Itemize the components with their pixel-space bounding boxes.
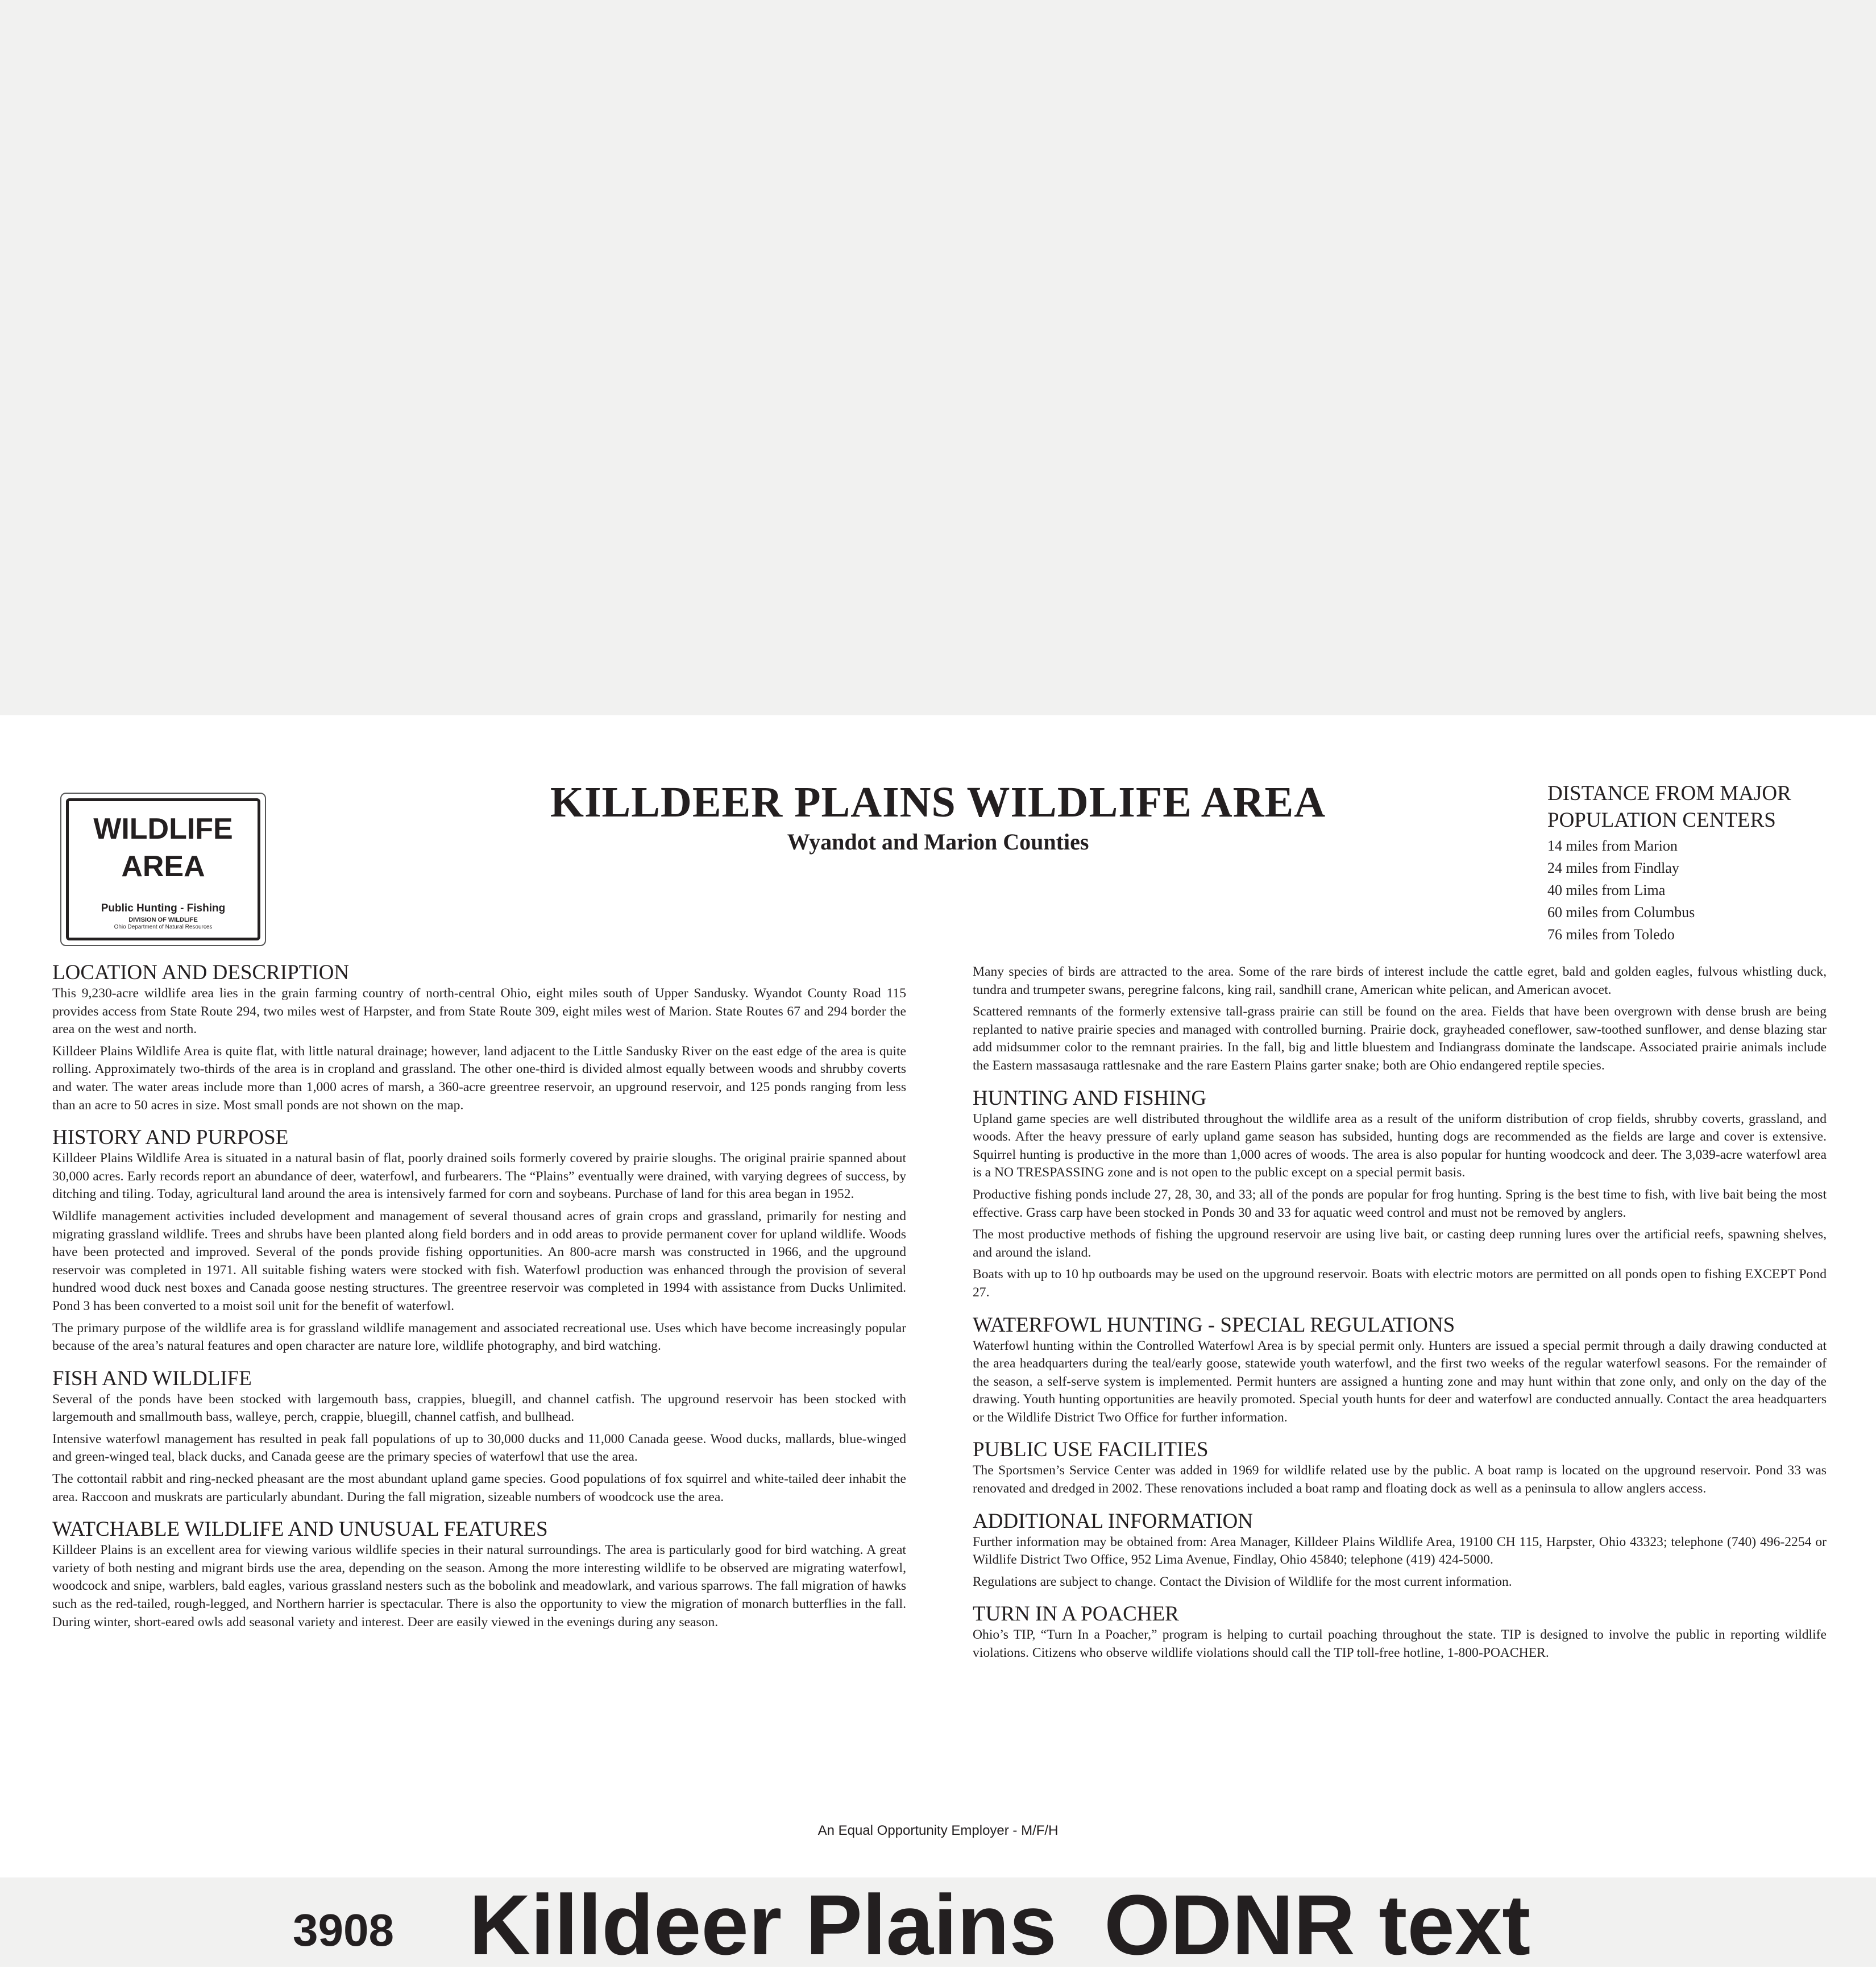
- section-heading: FISH AND WILDLIFE: [52, 1366, 252, 1390]
- paragraph: Productive fishing ponds include 27, 28, 30, and 33; all of the ponds are popular for frog hunting. Spring is the best time to fish, with live bait being the most effective. Grass carp have been stocked in Ponds 30 and 33 for aquatic weed control and must not be removed by anglers.: [973, 1187, 1827, 1220]
- section-poacher: [973, 1602, 1827, 1662]
- section-public-use: [973, 1438, 1827, 1498]
- job-number: 3908: [293, 1905, 394, 1955]
- section-heading: TURN IN A POACHER: [973, 1602, 1179, 1626]
- sign-public-hunting: Public Hunting - Fishing: [101, 902, 226, 914]
- section-heading: HUNTING AND FISHING: [973, 1086, 1207, 1110]
- paragraph: The most productive methods of fishing the upground reservoir are using live bait, or casting deep running lures over the artificial reefs, spawning shelves, and around the island.: [973, 1227, 1827, 1260]
- section-heading: LOCATION AND DESCRIPTION: [52, 961, 350, 984]
- distance-item: 76 miles from Toledo: [1547, 926, 1675, 943]
- paragraph: Many species of birds are attracted to the area. Some of the rare birds of interest include the cattle egret, bald and golden eagles, fulvous whistling duck, tundra and trumpeter swans, peregrine falcons, king rail, sandhill crane, American white pelican, and American avocet.: [973, 964, 1827, 997]
- section-fish-wildlife: [52, 1367, 906, 1507]
- section-heading: PUBLIC USE FACILITIES: [973, 1438, 1209, 1462]
- distance-heading: DISTANCE FROM MAJOR POPULATION CENTERS: [1547, 782, 1791, 832]
- section-heading: HISTORY AND PURPOSE: [52, 1126, 289, 1150]
- distance-box: [1547, 780, 1820, 946]
- paragraph: Waterfowl hunting within the Controlled Waterfowl Area is by special permit only. Hunters are issued a special permit through a daily drawing conducted at the area headquarters during the teal/early goose, statewide youth waterfowl, and the first two weeks of the regular waterfowl seasons. For the remainder of the season, a self-serve system is implemented. Permit hunters are assigned a hunting zone and may hunt within that zone only, and only on the day of the drawing. Youth hunting opportunities are heavily promoted. Special youth hunts for deer and waterfowl are conducted annually. Contact the area headquarters or the Wildlife District Two Office for further information.: [973, 1338, 1827, 1425]
- paragraph: Intensive waterfowl management has resulted in peak fall populations of up to 30,000 ducks and 11,000 Canada geese. Wood ducks, mallards, blue-winged and green-winged teal, black ducks, and Canada geese are the primary species of waterfowl that use the area.: [52, 1431, 906, 1465]
- section-location: [52, 961, 906, 1114]
- equal-opportunity-footer: An Equal Opportunity Employer - M/F/H: [817, 1823, 1059, 1838]
- right-column: [973, 963, 1827, 1674]
- section-heading: WATERFOWL HUNTING - SPECIAL REGULATIONS: [973, 1313, 1455, 1337]
- paragraph: The cottontail rabbit and ring-necked pheasant are the most abundant upland game species. Good populations of fox squirrel and white-tailed deer inhabit the area. Raccoon and muskrats are particularly abundant. During the fall migration, sizeable numbers of woodcock use the area.: [52, 1472, 906, 1504]
- distance-item: 40 miles from Lima: [1547, 882, 1666, 898]
- section-hunting-fishing: [973, 1087, 1827, 1302]
- paragraph: The primary purpose of the wildlife area is for grassland wildlife management and associated recreational use. Uses which have become increasingly popular because of the area’s natural features and open character are nature lore, wildlife photography, and bird watching.: [52, 1320, 906, 1354]
- sign-division: DIVISION OF WILDLIFE: [128, 917, 198, 923]
- title-block: [512, 777, 1364, 856]
- paragraph: Killdeer Plains Wildlife Area is situated in a natural basin of flat, poorly drained soils formerly covered by prairie sloughs. The original prairie spanned about 30,000 acres. Early records report an abundance of deer, waterfowl, and furbearers. The “Plains” eventually were drained, with varying degrees of success, by ditching and tiling. Today, agricultural land around the area is intensively farmed for corn and soybeans. Purchase of land for this area began in 1952.: [52, 1151, 906, 1202]
- section-history: [52, 1126, 906, 1356]
- section-heading: WATCHABLE WILDLIFE AND UNUSUAL FEATURES: [52, 1518, 548, 1541]
- page-title: KILLDEER PLAINS WILDLIFE AREA: [550, 778, 1326, 826]
- distance-item: 14 miles from Marion: [1547, 838, 1678, 854]
- page-subtitle: Wyandot and Marion Counties: [787, 829, 1089, 855]
- paragraph: Killdeer Plains is an excellent area for viewing various wildlife species in their natural surroundings. The area is particularly good for bird watching. A great variety of both nesting and migrant birds use the area, depending on the season. Among the more interesting wildlife to be observed are migrating waterfowl, woodcock and snipe, warblers, bald eagles, various grassland nesters such as the bobolink and meadowlark, and various sparrows. The fall migration of hawks such as the red-tailed, rough-legged, and Northern harrier is spectacular. There is also the opportunity to view the migration of monarch butterflies in the fall. During winter, short-eared owls add seasonal variety and interest. Deer are easily viewed in the evenings during any season.: [52, 1543, 906, 1630]
- blank-map-area: [0, 0, 1876, 715]
- paragraph: Upland game species are well distributed throughout the wildlife area as a result of the uniform distribution of crop fields, shrubby coverts, grassland, and woods. After the heavy pressure of early upland game season has subsided, hunting dogs are recommended as the fields are large and cover is extensive. Squirrel hunting is productive in the more than 1,000 acres of woods. The area is also popular for hunting woodcock and deer. The 3,039-acre waterfowl area is a NO TRESPASSING zone and is not open to the public except on a special permit basis.: [973, 1111, 1827, 1180]
- left-column: [52, 961, 906, 1643]
- distance-item: 24 miles from Findlay: [1547, 860, 1679, 876]
- section-additional-info: [973, 1510, 1827, 1591]
- paragraph: Wildlife management activities included development and management of several thousand acres of grain crops and grassland, primarily for nesting and migrating grassland wildlife. Trees and shrubs have been planted along field borders and in odd areas to provide permanent cover for upland wildlife. Woods have been protected and improved. Several of the ponds provide fishing opportunities. An 800-acre marsh was constructed in 1966, and the upground reservoir was completed in 1971. All suitable fishing waters were stocked with fish. Waterfowl production was enhanced through the provision of several hundred wood duck nest boxes and Canada goose nesting structures. The greentree reservoir was completed in 1994 with assistance from Ducks Unlimited. Pond 3 has been converted to a moist soil unit for the benefit of waterfowl.: [52, 1208, 906, 1313]
- section-watchable-continued: [973, 963, 1827, 1075]
- paragraph: Boats with up to 10 hp outboards may be used on the upground reservoir. Boats with electric motors are permitted on all ponds open to fishing EXCEPT Pond 27.: [973, 1267, 1827, 1300]
- paragraph: This 9,230-acre wildlife area lies in the grain farming country of north-central Ohio, eight miles south of Upper Sandusky. Wyandot County Road 115 provides access from State Route 294, two miles west of Harpster, and from State Route 309, eight miles west of Marion. State Routes 67 and 294 border the area on the west and north.: [52, 986, 906, 1037]
- sign-border: [66, 798, 260, 940]
- section-watchable: [52, 1518, 906, 1631]
- sign-title: WILDLIFE AREA: [93, 813, 233, 883]
- paragraph: Further information may be obtained from: Area Manager, Killdeer Plains Wildlife Area, 19100 CH 115, Harpster, Ohio 43323; telephone (740) 496-2254 or Wildlife District Two Office, 952 Lima Avenue, Findlay, Ohio 45840; telephone (419) 424-5000.: [973, 1534, 1827, 1568]
- section-waterfowl-regulations: [973, 1313, 1827, 1427]
- paragraph: Ohio’s TIP, “Turn In a Poacher,” program is helping to curtail poaching throughout the state. TIP is designed to involve the public in reporting wildlife violations. Citizens who observe wildlife violations should call the TIP toll-free hotline, 1-800-POACHER.: [973, 1627, 1827, 1661]
- wildlife-area-sign: [60, 793, 266, 946]
- job-title: Killdeer Plains ODNR text: [469, 1877, 1531, 1972]
- paragraph: Scattered remnants of the formerly extensive tall-grass prairie can still be found on the area. Fields that have been overgrown with dense brush are being replanted to native prairie species and managed with controlled burning. Prairie dock, grayheaded coneflower, saw-toothed sunflower, and dense blazing star add midsummer color to the remnant prairies. In the fall, big and little bluestem and Indiangrass dominate the landscape. Associated prairie animals include the Eastern massasauga rattlesnake and the rare Eastern Plains garter snake; both are Ohio endangered reptile species.: [973, 1004, 1827, 1073]
- paragraph: Killdeer Plains Wildlife Area is quite flat, with little natural drainage; however, land adjacent to the Little Sandusky River on the east edge of the area is quite rolling. Approximately two-thirds of the area is in cropland and grassland. The other one-third is divided almost equally between woods and shrubby coverts and water. The water areas include more than 1,000 acres of marsh, a 360-acre greentree reservoir, an upground reservoir, and 125 ponds ranging from less than an acre to 50 acres in size. Most small ponds are not shown on the map.: [52, 1043, 906, 1113]
- paragraph: The Sportsmen’s Service Center was added in 1969 for wildlife related use by the public. A boat ramp is located on the upground reservoir. Pond 33 was renovated and dredged in 2002. These renovations included a boat ramp and floating dock as well as a peninsula to allow anglers access.: [973, 1463, 1827, 1497]
- section-heading: ADDITIONAL INFORMATION: [973, 1509, 1253, 1533]
- sign-department: Ohio Department of Natural Resources: [114, 924, 213, 930]
- distance-item: 60 miles from Columbus: [1547, 904, 1695, 921]
- paragraph: Regulations are subject to change. Contact the Division of Wildlife for the most current information.: [973, 1574, 1512, 1589]
- paragraph: Several of the ponds have been stocked with largemouth bass, crappies, bluegill, and channel catfish. The upground reservoir has been stocked with largemouth and smallmouth bass, walleye, perch, crappie, bluegill, channel catfish, and bullhead.: [52, 1391, 906, 1425]
